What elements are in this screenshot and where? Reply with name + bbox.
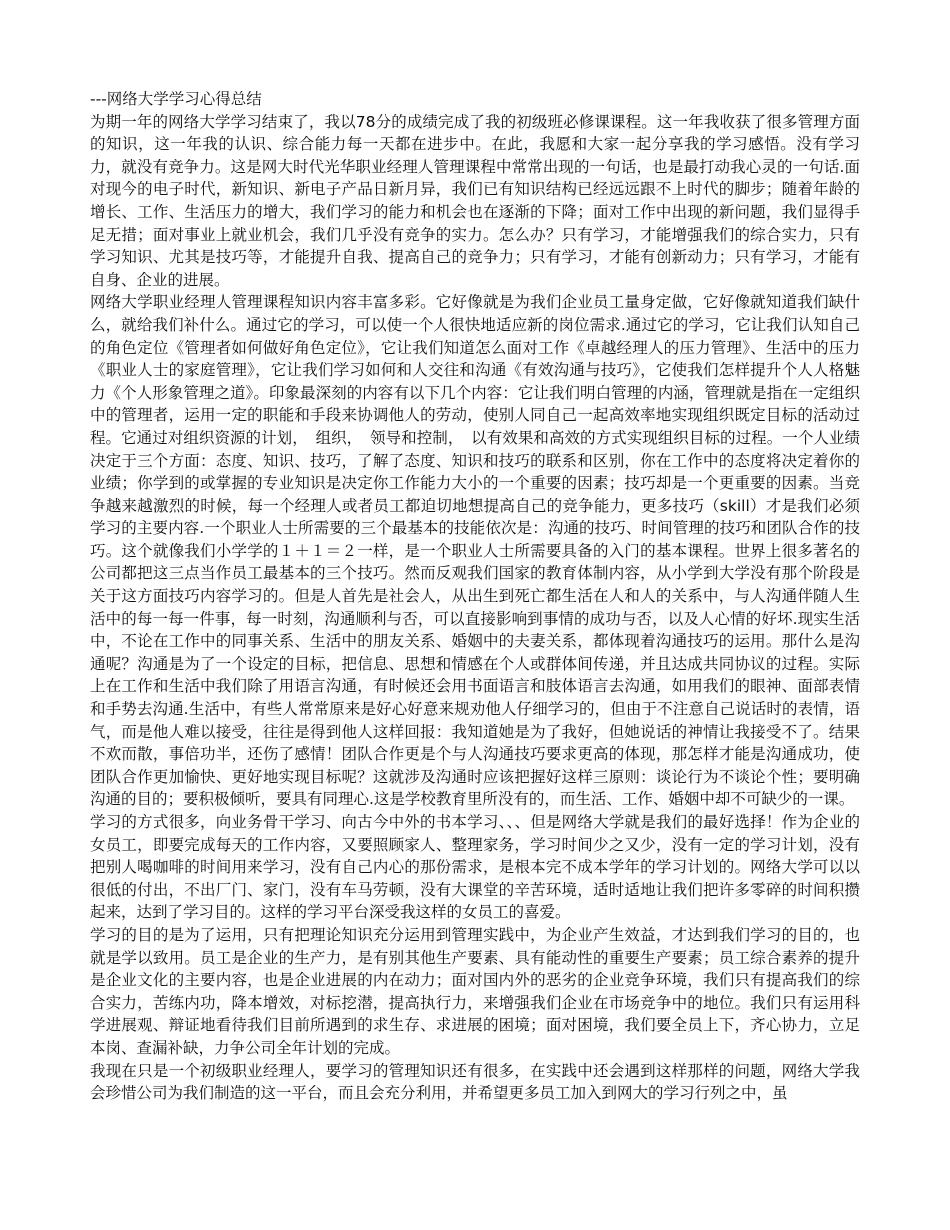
- paragraph-learning-purpose: 学习的目的是为了运用，只有把理论知识充分运用到管理实践中，为企业产生效益，才达到我们学习的目的，也就是学以致用。员工是企业的生产力，是有别其他生产要素、具有能动性的重要生产要素；员工综合素养的提升是企业文化的主要内容，也是企业进展的内在动力；面对国内外的恶劣的企业竞争环境，我们只有提高我们的综合实力，苦练内功，降本增效，对标挖潜，提高执行力，来增强我们企业在市场竞争中的地位。我们只有运用科学进展观、辩证地看待我们目前所遇到的求生存、求进展的困境；面对困境，我们要全员上下，齐心协力，立足本岗、查漏补缺，力争公司全年计划的完成。: [90, 925, 860, 1057]
- document-title: ---网络大学学习心得总结: [90, 90, 262, 108]
- paragraph-conclusion: 我现在只是一个初级职业经理人，要学习的管理知识还有很多，在实践中还会遇到这样那样的问题，网络大学我会珍惜公司为我们制造的这一平台，而且会充分利用，并希望更多员工加入到网大的学习行列之中，虽: [90, 1061, 860, 1103]
- paragraph-course-content: 网络大学职业经理人管理课程知识内容丰富多彩。它好像就是为我们企业员工量身定做，它好像就知道我们缺什么，就给我们补什么。通过它的学习，可以使一个人很快地适应新的岗位需求.通过它的学习，它让我们认知自己的角色定位《管理者如何做好角色定位》，它让我们知道怎么面对工作《卓越经理人的压力管理》、生活中的压力《职业人士的家庭管理》，它让我们学习如何和人交往和沟通《有效沟通与技巧》，它使我们怎样提升个人人格魅力《个人形象管理之道》。印象最深刻的内容有以下几个内容：它让我们明白管理的内涵，管理就是指在一定组织中的管理者，运用一定的职能和手段来协调他人的劳动，使别人同自己一起高效率地实现组织既定目标的活动过程。它通过对组织资源的计划， 组织， 领导和控制， 以有效果和高效的方式实现组织目标的过程。一个人业绩决定于三个方面：态度、知识、技巧，了解了态度、知识和技巧的联系和区别，你在工作中的态度将决定着你的业绩；你学到的或掌握的专业知识是决定你工作能力大小的一个重要的因素；技巧却是一个更重要的因素。当竞争越来越激烈的时候，每一个经理人或者员工都迫切地想提高自己的竞争能力，更多技巧（skill）才是我们必须学习的主要内容.一个职业人士所需要的三个最基本的技能依次是：沟通的技巧、时间管理的技巧和团队合作的技巧。这个就像我们小学学的１＋１＝２一样，是一个职业人士所需要具备的入门的基本课程。世界上很多著名的公司都把这三点当作员工最基本的三个技巧。然而反观我们国家的教育体制内容，从小学到大学没有那个阶段是关于这方面技巧内容学习的。但是人首先是社会人，从出生到死亡都生活在人和人的关系中，与人沟通伴随人生活中的每一每一件事，每一时刻，沟通顺利与否，可以直接影响到事情的成功与否，以及人心情的好坏.现实生活中，不论在工作中的同事关系、生活中的朋友关系、婚姻中的夫妻关系，都体现着沟通技巧的运用。那什么是沟通呢？沟通是为了一个设定的目标，把信息、思想和情感在个人或群体间传递，并且达成共同协议的过程。实际上在工作和生活中我们除了用语言沟通，有时候还会用书面语言和肢体语言去沟通，如用我们的眼神、面部表情和手势去沟通.生活中，有些人常常原来是好心好意来规劝他人仔细学习的，但由于不注意自己说话时的表情，语气，而是他人难以接受，往往是得到他人这样回报：我知道她是为了我好，但她说话的神情让我接受不了。结果不欢而散，事倍功半，还伤了感情！团队合作更是个与人沟通技巧要求更高的体现，那怎样才能是沟通成功，使团队合作更加愉快、更好地实现目标呢？这就涉及沟通时应该把握好这样三原则：谈论行为不谈论个性；要明确沟通的目的；要积极倾听，要具有同理心.这是学校教育里所没有的，而生活、工作、婚姻中却不可缺少的一课。: [90, 293, 860, 809]
- paragraph-intro: 为期一年的网络大学学习结束了，我以78分的成绩完成了我的初级班必修课课程。这一年我收获了很多管理方面的知识，这一年我的认识、综合能力每一天都在进步中。在此，我愿和大家一起分享我的学习感悟。没有学习力，就没有竞争力。这是网大时代光华职业经理人管理课程中常常出现的一句话，也是最打动我心灵的一句话.面对现今的电子时代，新知识、新电子产品日新月异，我们已有知识结构已经远远跟不上时代的脚步；随着年龄的增长、工作、生活压力的增大，我们学习的能力和机会也在逐渐的下降；面对工作中出现的新问题，我们显得手足无措；面对事业上就业机会，我们几乎没有竞争的实力。怎么办？只有学习，才能增强我们的综合实力，只有学习知识、尤其是技巧等，才能提升自我、提高自己的竞争力；只有学习，才能有创新动力；只有学习，才能有自身、企业的进展。: [90, 112, 860, 289]
- paragraph-learning-method: 学习的方式很多，向业务骨干学习、向古今中外的书本学习、、、但是网络大学就是我们的最好选择！作为企业的女员工，即要完成每天的工作内容，又要照顾家人、整理家务，学习时间少之又少，没有一定的学习计划，没有把别人喝咖啡的时间用来学习，没有自己内心的那份需求，是根本完不成本学年的学习计划的。网络大学可以以很低的付出，不出厂门、家门，没有车马劳顿，没有大课堂的辛苦环境，适时适地让我们把许多零碎的时间积攒起来，达到了学习目的。这样的学习平台深受我这样的女员工的喜爱。: [90, 813, 860, 922]
- document-page: [90, 88, 860, 1105]
